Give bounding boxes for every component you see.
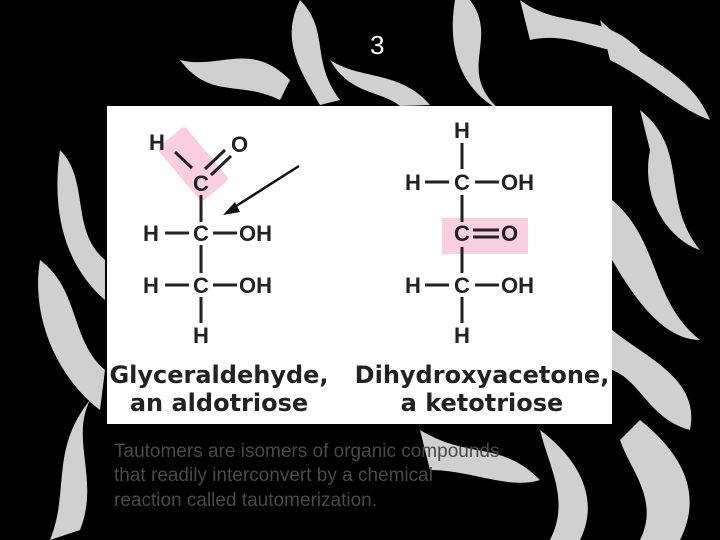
body-line-2: that readily interconvert by a chemical <box>114 465 433 487</box>
atom-h-top-right: H <box>454 118 470 143</box>
atom-oh-c1-right: OH <box>501 170 534 195</box>
atom-c2-left: C <box>193 221 209 246</box>
atom-h-c3-left: H <box>143 273 159 298</box>
atom-oh-c2-left: OH <box>239 221 272 246</box>
atom-h-bottom-left: H <box>193 323 209 348</box>
caption-glyceraldehyde <box>109 362 329 417</box>
atom-o-ketone: O <box>501 221 519 246</box>
atom-oh-c3-left: OH <box>239 273 272 298</box>
atom-h-bottom-right: H <box>454 323 470 348</box>
annotation-arrow <box>223 166 299 215</box>
caption-left-line1: Glyceraldehyde, <box>109 361 329 389</box>
slide-body-text <box>114 440 634 513</box>
body-line-3: reaction called tautomerization. <box>114 489 377 511</box>
atom-h-top-left: H <box>149 130 165 155</box>
atom-c1-right: C <box>454 170 470 195</box>
caption-dihydroxyacetone <box>353 362 611 417</box>
atom-c3-left: C <box>193 273 209 298</box>
body-line-1: Tautomers are isomers of organic compounds <box>114 441 500 462</box>
atom-o-aldehyde: O <box>231 132 249 157</box>
slide-title-fragment: 3 <box>370 30 385 60</box>
atom-h-c2-left: H <box>143 221 159 246</box>
caption-left-line2: an aldotriose <box>129 388 309 417</box>
atom-c1-left: C <box>193 171 209 196</box>
atom-oh-c3-right: OH <box>501 273 534 298</box>
atom-h-c1-right: H <box>405 170 421 195</box>
atom-h-c3-right: H <box>405 273 421 298</box>
figure-panel <box>107 106 612 424</box>
atom-c3-right: C <box>454 273 470 298</box>
caption-right-line1: Dihydroxyacetone, <box>354 361 610 389</box>
caption-right-line2: a ketotriose <box>400 388 564 417</box>
atom-c2-ketone: C <box>454 221 470 246</box>
